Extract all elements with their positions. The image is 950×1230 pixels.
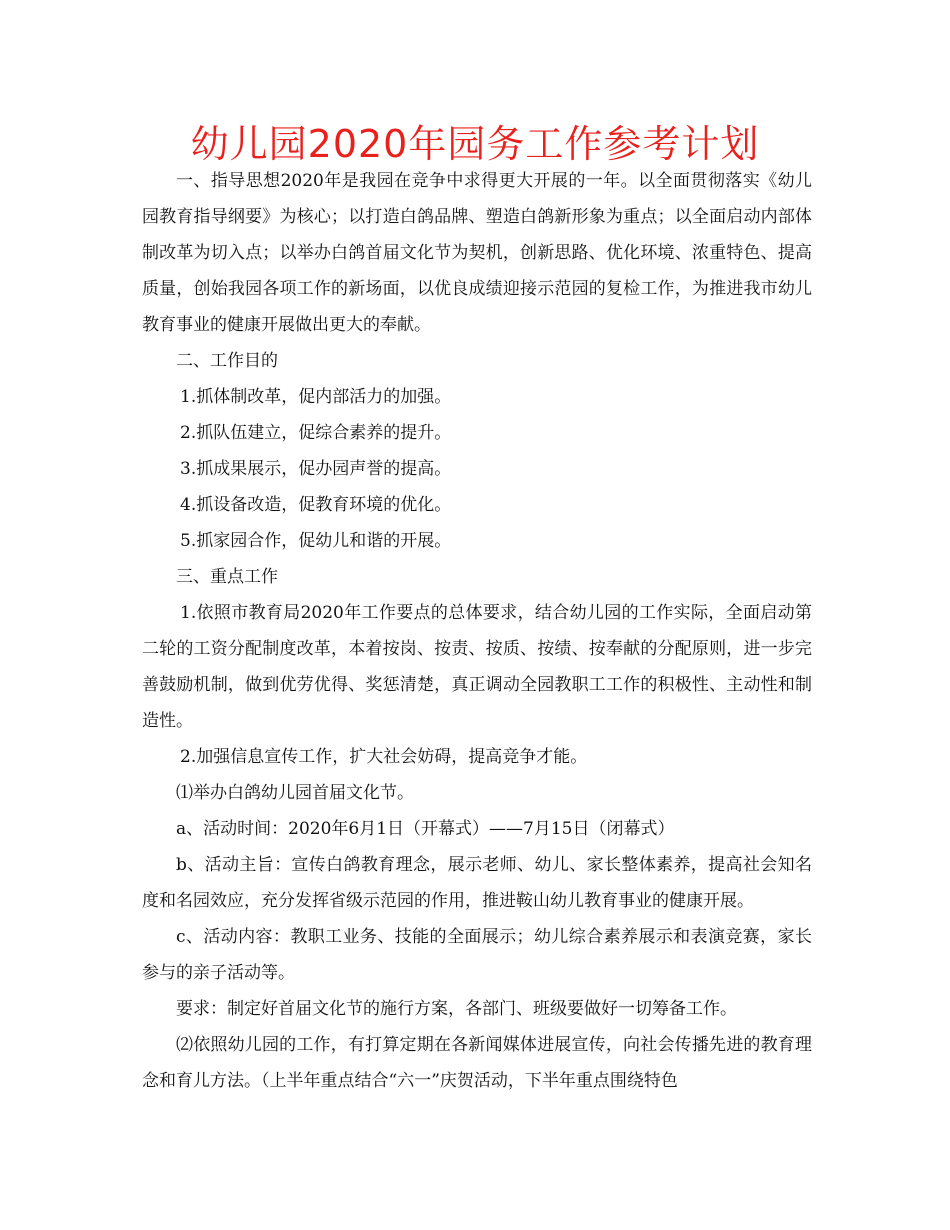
section-heading-work-goals: 二、工作目的 (176, 351, 278, 371)
goal-item: 4.抓设备改造，促教育环境的优化。 (180, 495, 452, 515)
goal-item: 3.抓成果展示，促办园声誉的提高。 (180, 459, 452, 479)
paragraph-media-publicity: ⑵依照幼儿园的工作，有打算定期在各新闻媒体进展宣传，向社会传播先进的教育理念和育儿方法。（上半年重点结合“六一”庆贺活动，下半年重点围绕特色 (142, 1035, 812, 1091)
section-heading-key-work: 三、重点工作 (176, 567, 278, 587)
paragraph-activity-time: a、活动时间：2020年6月1日（开幕式）——7月15日（闭幕式） (176, 819, 675, 839)
goal-item: 2.抓队伍建立，促综合素养的提升。 (180, 423, 452, 443)
paragraph-key-work-2: 2.加强信息宣传工作，扩大社会妨碍，提高竞争才能。 (180, 747, 588, 767)
paragraph-activity-purpose: b、活动主旨：宣传白鸽教育理念，展示老师、幼儿、家长整体素养，提高社会知名度和名园效应，充分发挥省级示范园的作用，推进鞍山幼儿教育事业的健康开展。 (142, 855, 812, 911)
paragraph-activity-content: c、活动内容：教职工业务、技能的全面展示；幼儿综合素养展示和表演竞赛，家长参与的亲子活动等。 (142, 927, 812, 983)
goal-item: 5.抓家园合作，促幼儿和谐的开展。 (180, 531, 452, 551)
paragraph-requirements: 要求：制定好首届文化节的施行方案，各部门、班级要做好一切筹备工作。 (176, 999, 737, 1019)
document-title: 幼儿园2020年园务工作参考计划 (190, 122, 760, 166)
paragraph-culture-festival: ⑴举办白鸽幼儿园首届文化节。 (176, 783, 414, 803)
paragraph-guiding-ideology: 一、指导思想2020年是我园在竞争中求得更大开展的一年。以全面贯彻落实《幼儿园教育指导纲要》为核心；以打造白鸽品牌、塑造白鸽新形象为重点；以全面启动内部体制改革为切入点；以举办白鸽首届文化节为契机，创新思路、优化环境、浓重特色、提高质量，创始我园各项工作的新场面，以优良成绩迎接示范园的复检工作，为推进我市幼儿教育事业的健康开展做出更大的奉献。 (142, 171, 812, 335)
document-body (142, 163, 812, 1099)
paragraph-key-work-1: 1.依照市教育局2020年工作要点的总体要求，结合幼儿园的工作实际，全面启动第二轮的工资分配制度改革，本着按岗、按责、按质、按绩、按奉献的分配原则，进一步完善鼓励机制，做到优劳优得、奖惩清楚，真正调动全园教职工工作的积极性、主动性和制造性。 (142, 603, 812, 731)
goal-item: 1.抓体制改革，促内部活力的加强。 (180, 387, 452, 407)
